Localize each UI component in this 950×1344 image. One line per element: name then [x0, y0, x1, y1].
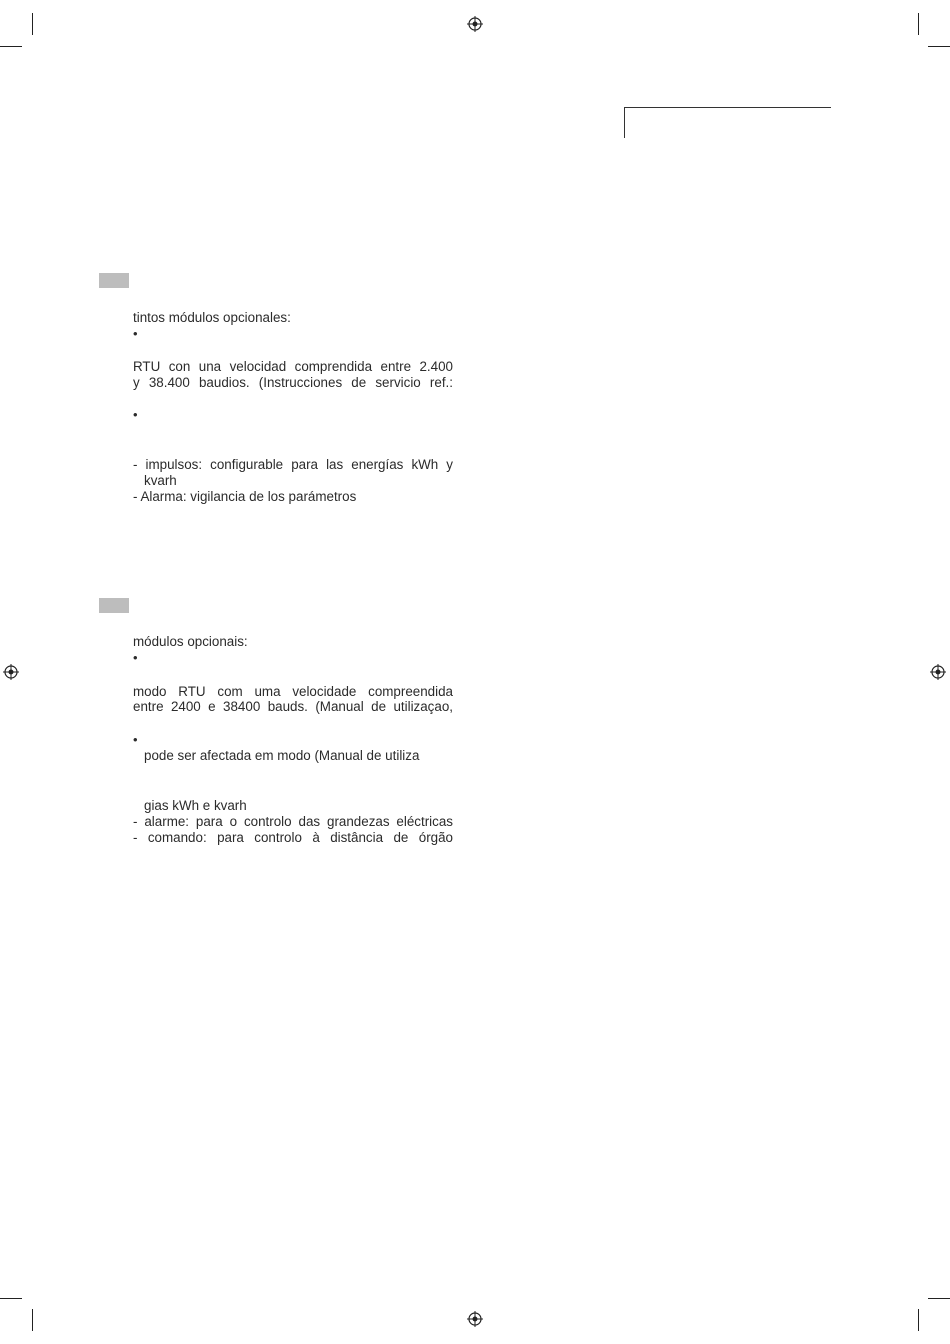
registration-mark-icon — [467, 1311, 483, 1327]
text-line: pode ser afectada em modo (Manual de utiliza — [144, 748, 420, 763]
crop-mark — [32, 13, 33, 35]
crop-mark — [928, 46, 950, 47]
bullet: • — [133, 407, 138, 422]
crop-mark — [918, 13, 919, 35]
language-marker-portuguese — [99, 598, 129, 613]
bullet: • — [133, 650, 138, 665]
registration-mark-icon — [930, 664, 946, 680]
language-marker-spanish — [99, 273, 129, 288]
bullet: • — [133, 326, 138, 341]
crop-mark — [928, 1298, 950, 1299]
text-line: - alarme: para o controlo das grandezas eléctricas — [133, 814, 453, 829]
text-line: gias kWh e kvarh — [144, 798, 247, 813]
crop-mark — [0, 46, 22, 47]
text-line: módulos opcionais: — [133, 634, 248, 649]
crop-mark — [0, 1298, 22, 1299]
text-line: kvarh — [144, 473, 177, 488]
text-line: entre 2400 e 38400 bauds. (Manual de utilizaçao, — [133, 699, 453, 714]
text-line: modo RTU com uma velocidade compreendida — [133, 684, 453, 699]
page-tab-frame — [624, 107, 831, 138]
text-line: y 38.400 baudios. (Instrucciones de servicio ref.: — [133, 375, 453, 390]
registration-mark-icon — [467, 16, 483, 32]
bullet: • — [133, 732, 138, 747]
registration-mark-icon — [3, 664, 19, 680]
text-line: - impulsos: configurable para las energías kWh y — [133, 457, 453, 472]
text-line: tintos módulos opcionales: — [133, 310, 291, 325]
crop-mark — [918, 1309, 919, 1331]
text-line: - Alarma: vigilancia de los parámetros — [133, 489, 357, 504]
crop-mark — [32, 1309, 33, 1331]
text-line: - comando: para controlo à distância de órgão — [133, 830, 453, 845]
text-line: RTU con una velocidad comprendida entre 2.400 — [133, 359, 453, 374]
